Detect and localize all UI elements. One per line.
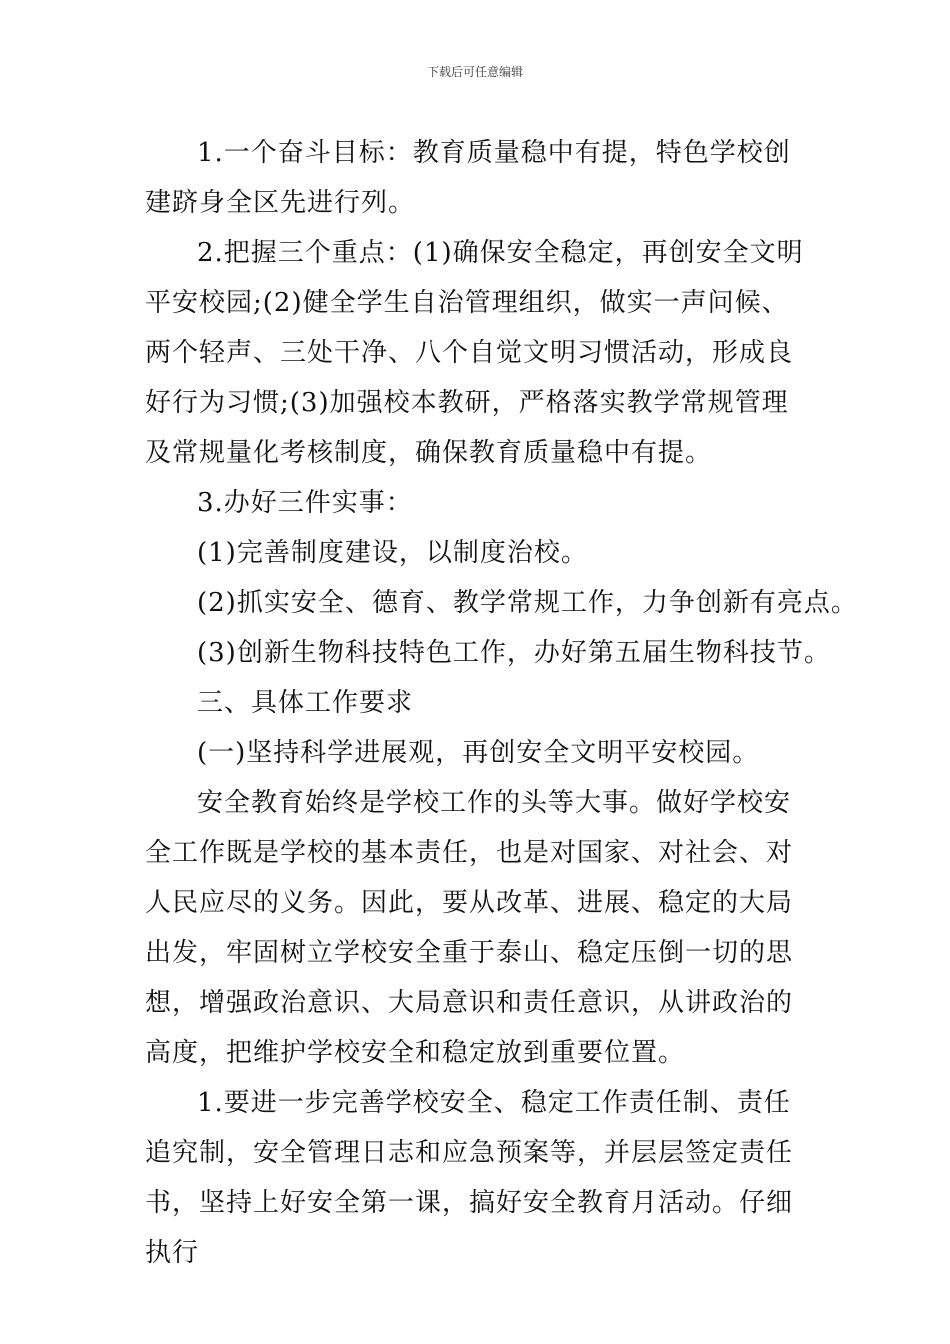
document-body: [145, 128, 858, 1278]
paragraph-task-3: (3)创新生物科技特色工作，办好第五届生物科技节。: [197, 638, 831, 668]
paragraph-safety-education: 安全教育始终是学校工作的头等大事。做好学校安全工作既是学校的基本责任，也是对国家、对社会、对人民应尽的义务。因此，要从改革、进展、稳定的大局出发，牢固树立学校安全重于泰山、稳定压倒一切的思想，增强政治意识、大局意识和责任意识，从讲政治的高度，把维护学校安全和稳定放到重要位置。: [145, 788, 794, 1068]
paragraph-goal: 1.一个奋斗目标：教育质量稳中有提，特色学校创建跻身全区先进行列。: [145, 138, 791, 218]
paragraph-task-1: (1)完善制度建设，以制度治校。: [197, 538, 588, 568]
section-heading: 三、具体工作要求: [197, 688, 414, 718]
paragraph-key-points: 2.把握三个重点：(1)确保安全稳定，再创安全文明平安校园;(2)健全学生自治管理组织，做实一声问候、两个轻声、三处干净、八个自觉文明习惯活动，形成良好行为习惯;(3)加强校本教研，严格落实教学常规管理及常规量化考核制度，确保教育质量稳中有提。: [145, 238, 804, 468]
paragraph-task-2: (2)抓实安全、德育、教学常规工作，力争创新有亮点。: [197, 588, 858, 618]
page-header: 下载后可任意编辑: [426, 65, 523, 79]
paragraph-three-tasks: 3.办好三件实事：: [197, 488, 413, 518]
subsection-heading: (一)坚持科学进展观，再创安全文明平安校园。: [197, 738, 760, 768]
paragraph-responsibility: 1.要进一步完善学校安全、稳定工作责任制、责任追究制，安全管理日志和应急预案等，并层层签定责任书，坚持上好安全第一课，搞好安全教育月活动。仔细执行: [145, 1088, 794, 1268]
